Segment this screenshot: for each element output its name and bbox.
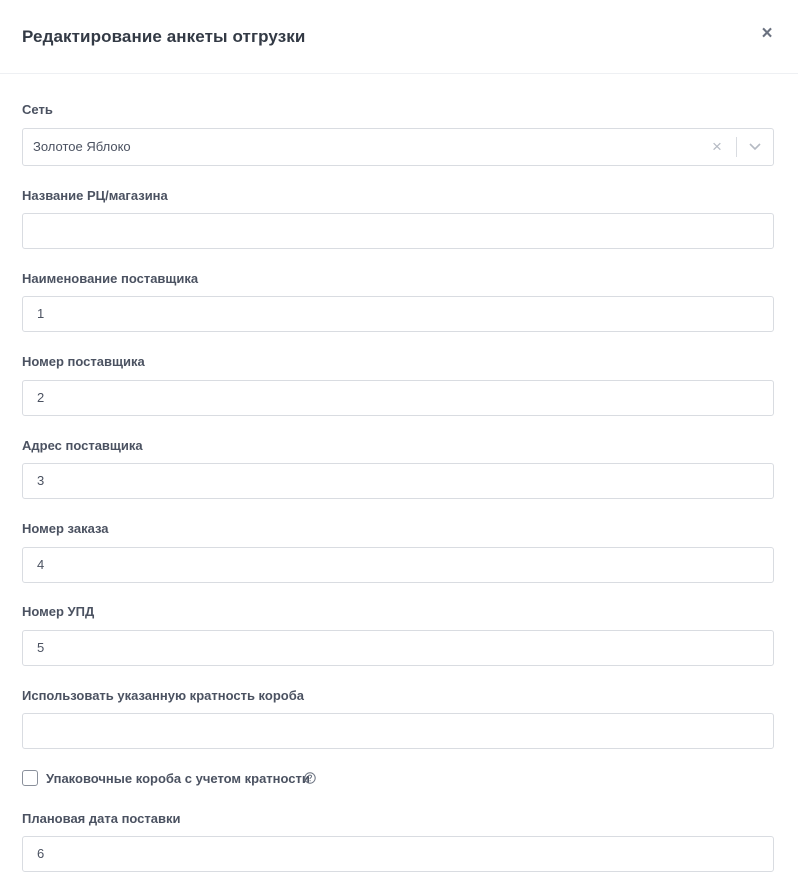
store-name-input[interactable] xyxy=(22,213,774,249)
upd-number-input[interactable]: 5 xyxy=(22,630,774,666)
chevron-down-icon[interactable] xyxy=(747,140,763,154)
upd-number-label: Номер УПД xyxy=(22,604,95,619)
supplier-number-label: Номер поставщика xyxy=(22,354,145,369)
select-separator xyxy=(736,137,737,157)
packing-boxes-checkbox[interactable] xyxy=(22,770,38,786)
modal-header xyxy=(0,0,798,74)
modal-title: Редактирование анкеты отгрузки xyxy=(22,27,306,46)
supplier-address-input[interactable]: 3 xyxy=(22,463,774,499)
store-name-label: Название РЦ/магазина xyxy=(22,188,168,203)
network-label: Сеть xyxy=(22,102,53,117)
store-name-field xyxy=(22,188,774,204)
delivery-date-input[interactable]: 6 xyxy=(22,836,774,872)
clear-icon[interactable]: × xyxy=(712,137,722,156)
supplier-name-field xyxy=(22,271,774,321)
supplier-address-label: Адрес поставщика xyxy=(22,438,143,453)
network-select-value: Золотое Яблоко xyxy=(33,139,131,154)
help-circle-icon[interactable] xyxy=(304,772,316,784)
box-multiplicity-input[interactable] xyxy=(22,713,774,749)
close-icon[interactable]: × xyxy=(761,23,773,44)
order-number-label: Номер заказа xyxy=(22,521,109,536)
network-field xyxy=(22,102,774,156)
order-number-input[interactable]: 4 xyxy=(22,547,774,583)
delivery-date-label: Плановая дата поставки xyxy=(22,811,181,826)
supplier-name-input[interactable]: 1 xyxy=(22,296,774,332)
order-number-field xyxy=(22,521,774,572)
supplier-address-field xyxy=(22,438,774,488)
supplier-number-field xyxy=(22,354,774,405)
packing-boxes-label[interactable]: Упаковочные коробa с учетом кратности xyxy=(46,771,310,786)
network-select[interactable] xyxy=(22,128,774,166)
supplier-name-label: Наименование поставщика xyxy=(22,271,199,286)
box-multiplicity-label: Использовать указанную кратность короба xyxy=(22,688,304,703)
upd-number-field xyxy=(22,604,774,655)
box-multiplicity-field xyxy=(22,688,774,704)
supplier-number-input[interactable]: 2 xyxy=(22,380,774,416)
delivery-date-field xyxy=(22,811,774,861)
